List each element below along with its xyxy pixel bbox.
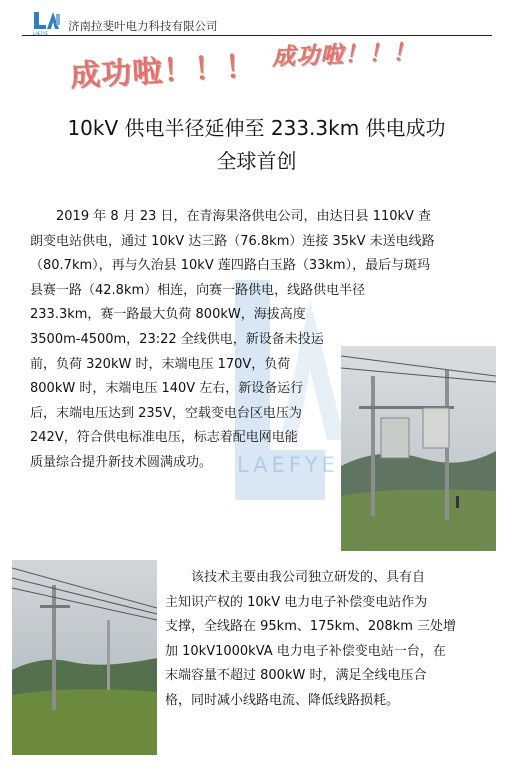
paragraph-line: 末端容量不超过 800kW 时，满足全线电压合 (165, 668, 427, 684)
paragraph-line: 242V，符合供电标准电压，标志着配电网电能 (30, 430, 298, 446)
paragraph-line: 3500m-4500m，23:22 全线供电，新设备未投运 (30, 331, 324, 347)
paragraph-line: 主知识产权的 10kV 电力电子补偿变电站作为 (165, 594, 428, 610)
watermark-text: LAEFYE (237, 453, 339, 477)
paragraph-line: 支撑，全线路在 95km、175km、208km 三处增 (165, 619, 457, 635)
paragraph-line: （80.7km），再与久治县 10kV 莲四路白玉路（33km），最后与斑玛 (30, 258, 431, 274)
success-banner-left: 成功啦！！！ (69, 49, 257, 94)
photo-power-lines (12, 560, 157, 755)
paragraph-line: 后，末端电压达到 235V，空载变电台区电压为 (30, 405, 302, 421)
paragraph-line: 县赛一路（42.8km）相连，向赛一路供电，线路供电半径 (30, 282, 366, 298)
header-divider (22, 35, 492, 36)
paragraph-line: 格，同时减小线路电流、降低线路损耗。 (165, 692, 400, 708)
success-banner-right: 成功啦！！！ (271, 38, 417, 71)
paragraph-line: 该技术主要由我公司独立研发的、具有自 (191, 570, 426, 585)
paragraph-line: 233.3km，赛一路最大负荷 800kW，海拔高度 (30, 307, 306, 323)
letterhead (18, 10, 498, 36)
company-logo (32, 10, 66, 36)
paragraph-line: 加 10kV1000kVA 电力电子补偿变电站一台，在 (165, 643, 446, 659)
paragraph-2 (165, 566, 456, 714)
logo-subtext: LAEFYE (33, 31, 48, 36)
article-subtitle: 全球首创 (216, 149, 297, 173)
company-name: 济南拉斐叶电力科技有限公司 (68, 19, 218, 33)
paragraph-line: 质量综合提升新技术圆满成功。 (30, 454, 213, 470)
paragraph-line: 朗变电站供电，通过 10kV 达三路（76.8km）连接 35kV 未送电线路 (30, 233, 435, 249)
paragraph-line: 前，负荷 320kW 时，末端电压 170V，负荷 (30, 356, 291, 372)
paragraph-line: 2019 年 8 月 23 日，在青海果洛供电公司，由达日县 110kV 查 (56, 209, 432, 224)
photo-transformer-poles (341, 346, 496, 551)
paragraph-line: 800kW 时，末端电压 140V 左右，新设备运行 (30, 381, 304, 397)
article-title: 10kV 供电半径延伸至 233.3km 供电成功 (67, 116, 446, 140)
